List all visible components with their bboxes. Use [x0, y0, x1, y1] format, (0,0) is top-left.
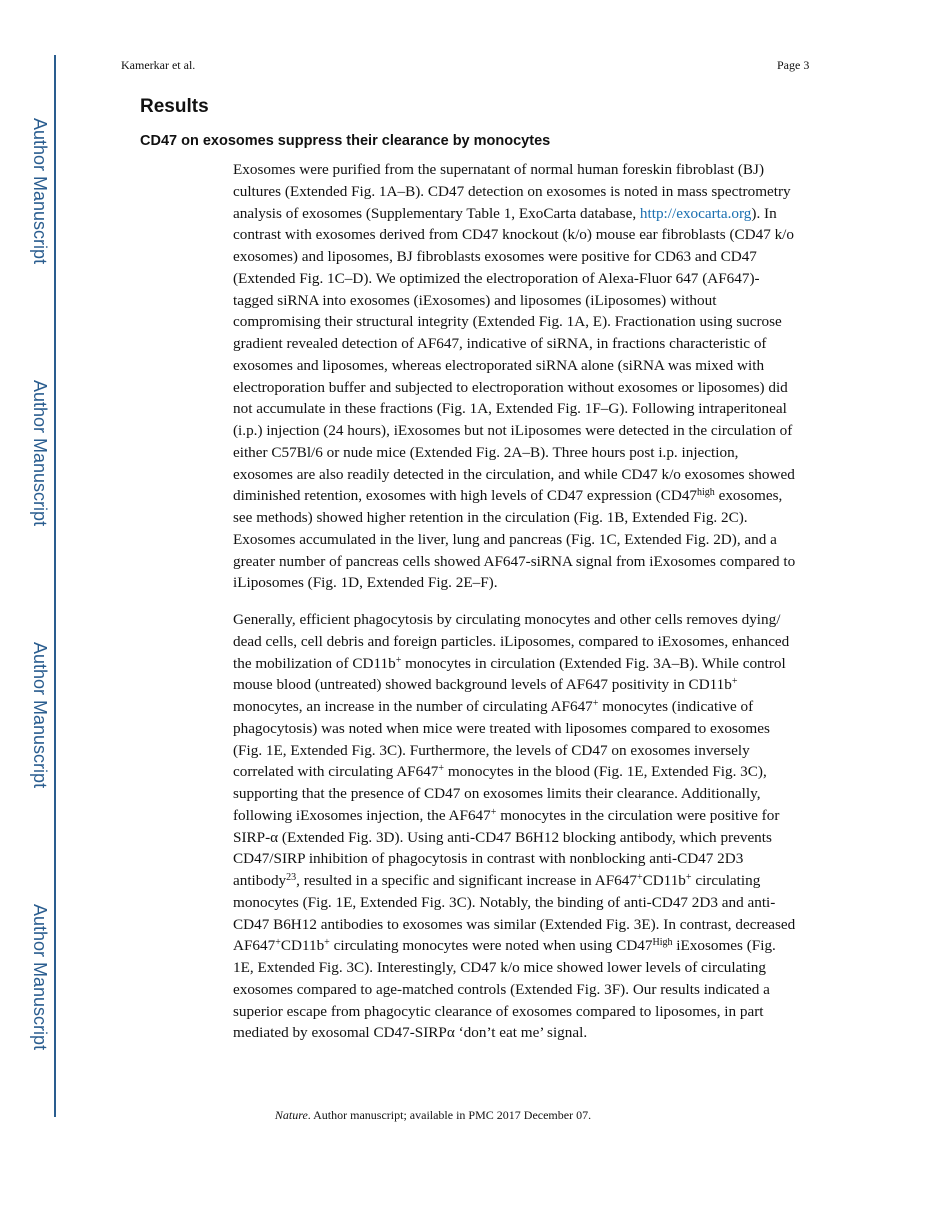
- text-span: AF647: [233, 937, 276, 955]
- text-line: [233, 246, 833, 268]
- text-span: SIRP-α (Extended Fig. 3D). Using anti-CD47 B6H12 blocking antibody, which prevents: [233, 828, 772, 846]
- text-line: [233, 203, 833, 225]
- text-span: phagocytosis) was noted when mice were treated with liposomes compared to exosomes: [233, 719, 770, 737]
- sidebar-label-text: Author Manuscript: [30, 642, 50, 789]
- text-line: [233, 1001, 833, 1023]
- superscript: +: [731, 676, 738, 688]
- text-span: monocytes, an increase in the number of circulating AF647: [233, 698, 593, 715]
- text-span: Exosomes were purified from the supernatant of normal human foreskin fibroblast (BJ): [233, 161, 764, 178]
- text-span: compromising their structural integrity (Extended Fig. 1A, E). Fractionation using sucrose: [233, 313, 782, 331]
- text-span: electroporation buffer and subjected to electroporation without exosomes or liposomes) did: [233, 378, 788, 396]
- superscript: +: [490, 806, 497, 818]
- text-line: [233, 805, 833, 827]
- text-span: monocytes in the circulation were positive for: [496, 806, 780, 824]
- text-line: [233, 551, 833, 573]
- text-span: CD47/SIRP inhibition of phagocytosis in contrast with nonblocking anti-CD47 2D3: [233, 850, 744, 868]
- text-line: [233, 631, 833, 653]
- text-span: CD11b: [280, 937, 325, 955]
- page-number: Page 3: [777, 58, 810, 72]
- text-line: [233, 892, 833, 914]
- text-line: [233, 311, 833, 333]
- text-span: monocytes in the blood (Fig. 1E, Extended Fig. 3C),: [444, 763, 767, 781]
- text-span: exosomes) and liposomes, BJ fibroblasts exosomes were positive for CD63 and CD47: [233, 248, 757, 265]
- paragraph-2: [233, 609, 833, 1044]
- margin-rule: [54, 55, 56, 1117]
- text-span: mediated by exosomal CD47-SIRPα ‘don’t eat me’ signal.: [233, 1024, 588, 1042]
- text-span: CD11b: [642, 872, 686, 889]
- superscript: +: [324, 937, 330, 949]
- text-span: see methods) showed higher retention in the circulation (Fig. 1B, Extended Fig. 2C).: [233, 509, 748, 526]
- text-line: [233, 979, 833, 1001]
- text-span: monocytes (indicative of: [598, 698, 754, 715]
- text-span: gradient revealed detection of AF647, indicative of siRNA, in fractions characteristic of: [233, 335, 767, 352]
- text-span: mouse blood (untreated) showed background levels of AF647 positivity in CD11b: [233, 676, 732, 694]
- text-line: [233, 355, 833, 377]
- text-line: [233, 870, 833, 892]
- text-line: [233, 827, 833, 849]
- paragraph-1: [233, 159, 833, 594]
- text-line: [233, 957, 833, 979]
- text-span: circulating monocytes were noted when using CD47: [329, 937, 653, 955]
- superscript: +: [592, 698, 599, 709]
- superscript: +: [275, 937, 281, 949]
- text-span: either C57Bl/6 or nude mice (Extended Fig. 2A–B). Three hours post i.p. injection,: [233, 443, 739, 461]
- text-span: the mobilization of CD11b: [233, 654, 396, 672]
- text-line: [233, 1022, 833, 1044]
- author-manuscript-label: [26, 118, 50, 278]
- text-span: analysis of exosomes (Supplementary Table 1, ExoCarta database,: [233, 204, 640, 222]
- superscript: High: [652, 937, 673, 949]
- text-line: [233, 653, 833, 675]
- running-header-author: Kamerkar et al.: [121, 58, 196, 72]
- author-manuscript-label: [26, 642, 50, 802]
- footer: [0, 1108, 866, 1123]
- superscript: +: [636, 872, 643, 883]
- text-line: [233, 333, 833, 355]
- text-span: antibody: [233, 872, 287, 889]
- text-span: (Extended Fig. 1C–D). We optimized the electroporation of Alexa-Fluor 647 (AF647)-: [233, 269, 760, 287]
- superscript: 23: [286, 872, 297, 883]
- text-span: , resulted in a specific and significant increase in AF647: [296, 872, 637, 889]
- text-line: [233, 485, 833, 507]
- text-span: exosomes,: [714, 487, 783, 505]
- author-manuscript-label: [26, 904, 50, 1064]
- text-span: (Fig. 1E, Extended Fig. 3C). Furthermore, the levels of CD47 on exosomes inversely: [233, 741, 750, 759]
- text-span: supporting that the presence of CD47 on exosomes limits their clearance. Additionally,: [233, 785, 761, 802]
- text-line: [233, 224, 833, 246]
- text-span: contrast with exosomes derived from CD47 knockout (k/o) mouse ear fibroblasts (CD47 k/o: [233, 226, 794, 244]
- text-line: [233, 398, 833, 420]
- text-line: [233, 609, 833, 631]
- sidebar-label-text: Author Manuscript: [30, 904, 50, 1051]
- text-line: [233, 181, 833, 203]
- superscript: +: [395, 654, 402, 666]
- text-span: (i.p.) injection (24 hours), iExosomes but not iLiposomes were detected in the circulation of: [233, 422, 793, 439]
- superscript: +: [438, 763, 445, 775]
- text-span: exosomes compared to age-matched controls (Extended Fig. 3F). Our results indicated a: [233, 980, 770, 998]
- text-line: [233, 935, 833, 957]
- text-line: [233, 529, 833, 551]
- text-span: Exosomes accumulated in the liver, lung and pancreas (Fig. 1C, Extended Fig. 2D), and a: [233, 530, 777, 548]
- text-span: ). In: [751, 204, 777, 222]
- text-span: Generally, efficient phagocytosis by circulating monocytes and other cells removes dying/: [233, 611, 781, 628]
- text-line: [233, 783, 833, 805]
- text-span: superior escape from phagocytic clearance of exosomes compared to liposomes, in part: [233, 1002, 764, 1020]
- text-line: [233, 420, 833, 442]
- text-span: correlated with circulating AF647: [233, 763, 439, 781]
- exocarta-link[interactable]: http://exocarta.org: [639, 204, 752, 222]
- text-span: greater number of pancreas cells showed AF647-siRNA signal from iExosomes compared to: [233, 552, 796, 570]
- text-span: iLiposomes (Fig. 1D, Extended Fig. 2E–F).: [233, 574, 498, 592]
- text-span: diminished retention, exosomes with high levels of CD47 expression (CD47: [233, 487, 698, 505]
- footer-text: . Author manuscript; available in PMC 2017 December 07.: [307, 1108, 592, 1122]
- text-span: dead cells, cell debris and foreign particles. iLiposomes, compared to iExosomes, enhanced: [233, 632, 790, 650]
- sidebar-label-text: Author Manuscript: [30, 118, 50, 265]
- text-span: cultures (Extended Fig. 1A–B). CD47 detection on exosomes is noted in mass spectrometry: [233, 182, 791, 200]
- sidebar-label-text: Author Manuscript: [30, 380, 50, 527]
- superscript: +: [685, 872, 692, 883]
- text-line: [233, 761, 833, 783]
- text-line: [233, 572, 833, 594]
- author-manuscript-label: [26, 380, 50, 540]
- text-line: [233, 674, 833, 696]
- section-title: Results: [140, 96, 209, 117]
- text-line: [233, 159, 833, 181]
- text-line: [233, 848, 833, 870]
- text-span: iExosomes (Fig.: [672, 937, 776, 955]
- text-line: [233, 290, 833, 312]
- text-line: [233, 442, 833, 464]
- text-line: [233, 696, 833, 718]
- journal-name: Nature: [274, 1108, 308, 1122]
- text-line: [233, 464, 833, 486]
- text-span: exosomes are also readily detected in the circulation, and while CD47 k/o exosomes showed: [233, 465, 795, 483]
- text-span: following iExosomes injection, the AF647: [233, 806, 491, 824]
- text-span: CD47 B6H12 antibodies to exosomes was similar (Extended Fig. 3E). In contrast, decreased: [233, 915, 796, 933]
- text-span: monocytes (Fig. 1E, Extended Fig. 3C). Notably, the binding of anti-CD47 2D3 and anti-: [233, 893, 776, 911]
- text-line: [233, 914, 833, 936]
- text-line: [233, 507, 833, 529]
- text-line: [233, 740, 833, 762]
- text-span: exosomes and liposomes, whereas electroporated siRNA alone (siRNA was mixed with: [233, 356, 765, 374]
- text-span: not accumulate in these fractions (Fig. 1A, Extended Fig. 1F–G). Following intraperitoneal: [233, 400, 787, 418]
- text-line: [233, 268, 833, 290]
- text-line: [233, 377, 833, 399]
- text-span: 1E, Extended Fig. 3C). Interestingly, CD47 k/o mice showed lower levels of circulating: [233, 959, 766, 976]
- text-span: circulating: [691, 872, 761, 889]
- text-span: tagged siRNA into exosomes (iExosomes) and liposomes (iLiposomes) without: [233, 291, 717, 309]
- text-span: monocytes in circulation (Extended Fig. 3A–B). While control: [401, 654, 786, 672]
- subsection-title: CD47 on exosomes suppress their clearance by monocytes: [140, 133, 551, 149]
- superscript: high: [697, 487, 715, 499]
- text-line: [233, 718, 833, 740]
